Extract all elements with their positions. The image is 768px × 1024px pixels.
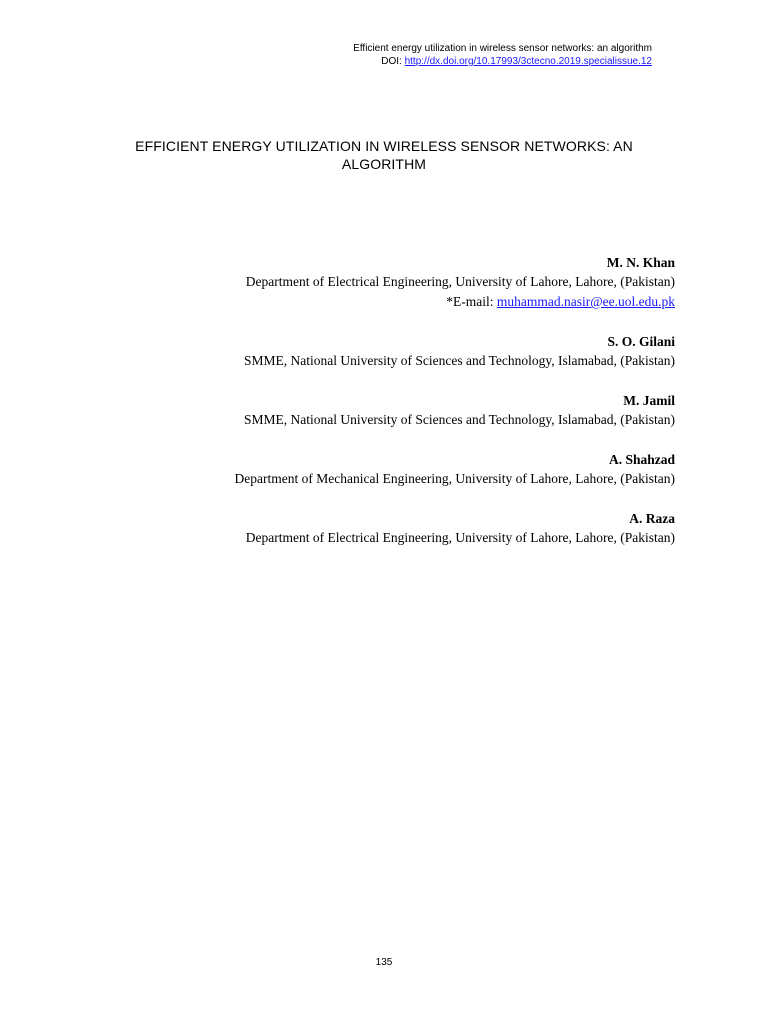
author-name: S. O. Gilani — [607, 334, 675, 349]
author-email-line — [75, 292, 675, 312]
author-list — [75, 253, 675, 568]
author-email-link[interactable]: muhammad.nasir@ee.uol.edu.pk — [496, 294, 675, 309]
author-block — [75, 332, 675, 371]
author-affiliation: Department of Electrical Engineering, University of Lahore, Lahore, (Pakistan) — [245, 274, 675, 289]
page-number: 135 — [375, 957, 393, 968]
doi-label: DOI: — [381, 56, 405, 67]
author-name: M. N. Khan — [606, 255, 675, 270]
author-name: A. Shahzad — [608, 452, 675, 467]
author-block — [75, 450, 675, 489]
author-affiliation: Department of Electrical Engineering, University of Lahore, Lahore, (Pakistan) — [245, 530, 675, 545]
author-affiliation: SMME, National University of Sciences and Technology, Islamabad, (Pakistan) — [244, 353, 675, 368]
doi-link[interactable]: http://dx.doi.org/10.17993/3ctecno.2019.specialissue.12 — [404, 56, 652, 67]
author-name: M. Jamil — [623, 393, 675, 408]
author-block — [75, 253, 675, 312]
author-affiliation: Department of Mechanical Engineering, University of Lahore, Lahore, (Pakistan) — [234, 471, 675, 486]
author-block — [75, 509, 675, 548]
running-header — [353, 42, 652, 68]
author-name: A. Raza — [629, 511, 675, 526]
running-title: Efficient energy utilization in wireless sensor networks: an algorithm — [353, 43, 652, 54]
author-block — [75, 391, 675, 430]
email-label: *E-mail: — [446, 294, 497, 309]
doi-line — [353, 55, 652, 68]
author-affiliation: SMME, National University of Sciences and Technology, Islamabad, (Pakistan) — [244, 412, 675, 427]
paper-title: EFFICIENT ENERGY UTILIZATION IN WIRELESS SENSOR NETWORKS: AN ALGORITHM — [135, 138, 633, 172]
